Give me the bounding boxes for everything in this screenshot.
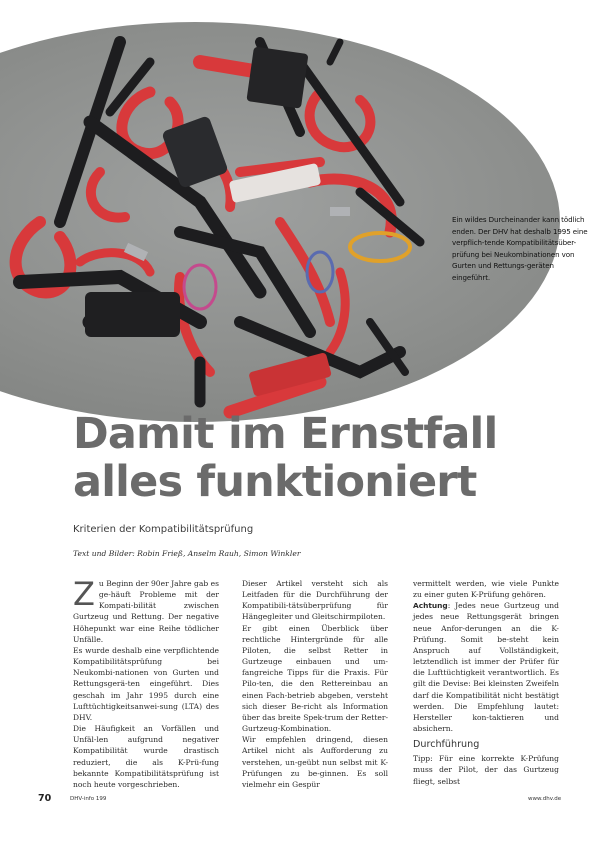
- warning-lead: Achtung: [413, 601, 448, 611]
- paragraph: [413, 600, 559, 734]
- warning-text: : Jedes neue Gurtzeug und jedes neue Rettungsgerät bringen neue Anfor-derungen an die K-Prüfung. Somit be-steht kein Anspruch auf Vollständigkeit, letztendlich ist immer der Prüfer für die Lufttüchtigkeit verantwortlich. Es gilt die Devise: Bei kleinsten Zweifeln darf die Kompatibilität nicht bestätigt werden. Die Empfehlung lautet: Hersteller kon-taktieren und absichern.: [413, 601, 559, 734]
- headline-line-2: alles funktioniert: [73, 457, 477, 507]
- text-column-3: [413, 578, 559, 787]
- headline-line-1: Damit im Ernstfall: [73, 409, 498, 459]
- text-column-2: [242, 578, 388, 790]
- paragraph: Es wurde deshalb eine verpflichtende Kompatibilitätsprüfung bei Neukombi-nationen von Gurten und Rettungsgerä-ten eingeführt. Dies geschah im Jahr 1995 durch eine Lufttüchtigkeitsanwei-sung (LTA) des DHV.: [73, 645, 219, 722]
- drop-cap: Z: [73, 575, 95, 613]
- page-number: 70: [38, 793, 52, 804]
- article-byline: Text und Bilder: Robin Frieß, Anselm Rauh, Simon Winkler: [73, 549, 301, 558]
- paragraph: u Beginn der 90er Jahre gab es ge-häuft Probleme mit der Kompati-bilität zwischen Gurtzeug und Rettung. Der negative Höhepunkt war eine Reihe tödlicher Unfälle.: [73, 579, 219, 644]
- paragraph: Dieser Artikel versteht sich als Leitfaden für die Durchführung der Kompatibili-tätsüberprüfung für Hängegleiter und Gleitschirmpiloten.: [242, 579, 388, 622]
- paragraph: vermittelt werden, wie viele Punkte zu einer guten K-Prüfung gehören.: [413, 579, 559, 600]
- photo-caption: Ein wildes Durcheinander kann tödlich enden. Der DHV hat deshalb 1995 eine verpflich-tende Kompatibilitätsüber-prüfung bei Neukombinationen von Gurten und Rettungs-geräten eingeführt.: [452, 215, 588, 282]
- text-column-1: [73, 575, 219, 790]
- paragraph: Tipp: Für eine korrekte K-Prüfung muss der Pilot, der das Gurtzeug fliegt, selbst: [413, 754, 559, 786]
- paragraph: Er gibt einen Überblick über rechtliche Hintergründe für alle Piloten, die selbst Retter in Gurtzeuge einbauen und um-fangreiche Tipps für die Praxis. Für Pilo-ten, die den Rettereinbau an einen Fach-betrieb abgeben, versteht sich dieser Be-richt als Information über das breite Spek-trum der Retter-Gurtzeug-Kombination.: [242, 623, 388, 734]
- paragraph: Die Häufigkeit an Vorfällen und Unfäl-len aufgrund negativer Kompatibilität wurde drastisch reduziert, die als K-Prü-fung bekannte Kompatibilitätsprüfung ist noch heute vorgeschrieben.: [73, 724, 219, 789]
- paragraph: Wir empfehlen dringend, diesen Artikel nicht als Aufforderung zu verstehen, un-geübt nun selbst mit K-Prüfungen zu be-ginnen. Es soll vielmehr ein Gespür: [242, 735, 388, 789]
- website-url: www.dhv.de: [528, 796, 562, 802]
- article-headline: [73, 410, 573, 506]
- magazine-issue: DHV-info 199: [70, 796, 107, 802]
- article-subtitle: Kriterien der Kompatibilitätsprüfung: [73, 524, 254, 535]
- section-heading: Durchführung: [413, 739, 480, 751]
